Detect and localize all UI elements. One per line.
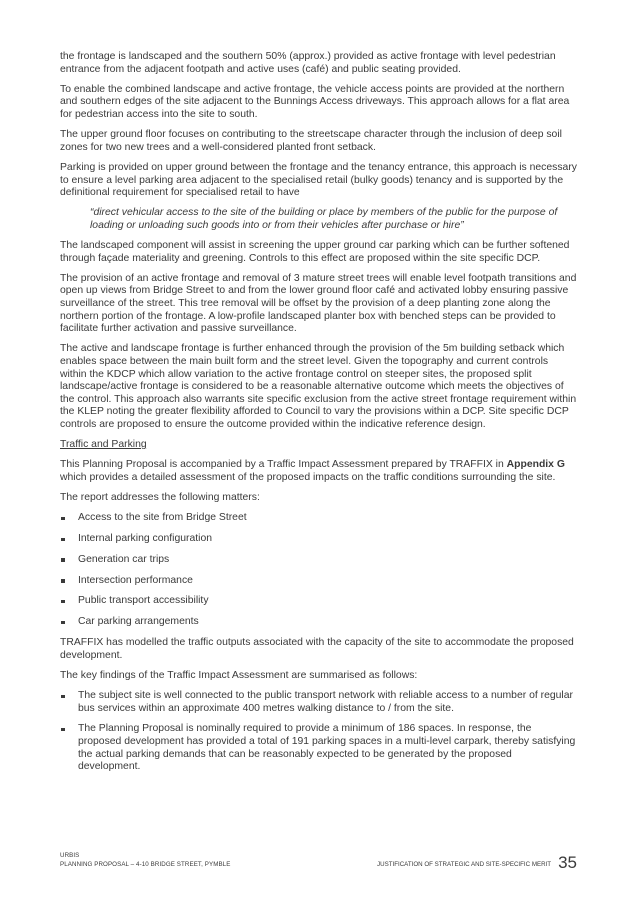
paragraph: The active and landscape frontage is further enhanced through the provision of the 5m building setback which enables space between the main built form and the street level. Given the topography and current controls within the KDCP which allow variation to the active frontage control on steeper sites, the proposed split landscape/active frontage is considered to be a reasonable alternative outcome which meets the objectives of the control. This approach also warrants site specific exclusion from the active street frontage requirement within the KLEP noting the greater flexibility afforded to Council to vary the provisions within a DCP. Site specific DCP controls are proposed to ensure the outcome provided within the indicative reference design. [60, 343, 577, 430]
block-quote: “direct vehicular access to the site of the building or place by members of the public for the purpose of loading or unloading such goods into or from their vehicles after purchase or hire” [90, 207, 558, 231]
page-body [60, 51, 577, 782]
page-number: 35 [558, 853, 577, 872]
paragraph: The key findings of the Traffic Impact Assessment are summarised as follows: [60, 669, 418, 681]
paragraph: To enable the combined landscape and active frontage, the vehicle access points are provided at the northern and southern edges of the site adjacent to the Bunnings Access driveways. This approach allows for a flat area for pedestrian access into the site to south. [60, 83, 570, 120]
paragraph: the frontage is landscaped and the southern 50% (approx.) provided as active frontage with level pedestrian entrance from the adjacent footpath and active uses (café) and public seating provided. [60, 51, 556, 75]
list-item: Internal parking configuration [60, 533, 577, 546]
paragraph: Parking is provided on upper ground between the frontage and the tenancy entrance, this approach is necessary to ensure a level parking area adjacent to the specialised retail (bulky goods) tenancy and is supported by the definitional requirement for specialised retail to have [60, 161, 577, 199]
paragraph: TRAFFIX has modelled the traffic outputs associated with the capacity of the site to accommodate the proposed development. [60, 637, 574, 661]
paragraph: The landscaped component will assist in screening the upper ground car parking which can be further softened through façade materiality and greening. Controls to this effect are proposed within the site specific DCP. [60, 240, 570, 264]
section-heading: Traffic and Parking [60, 439, 147, 451]
intro-text: This Planning Proposal is accompanied by a Traffic Impact Assessment prepared by TRAFFIX in [60, 459, 507, 471]
paragraph: The upper ground floor focuses on contributing to the streetscape character through the inclusion of deep soil zones for two new trees and a well-considered planted front setback. [60, 129, 562, 153]
intro-text-cont: which provides a detailed assessment of the proposed impacts on the traffic conditions surrounding the site. [60, 471, 556, 483]
paragraph [60, 459, 577, 484]
footer-project: PLANNING PROPOSAL – 4-10 BRIDGE STREET, PYMBLE [60, 861, 231, 868]
footer-section-title: JUSTIFICATION OF STRATEGIC AND SITE-SPECIFIC MERIT [377, 861, 552, 868]
footer-left [60, 851, 230, 869]
list-item: The Planning Proposal is nominally required to provide a minimum of 186 spaces. In response, the proposed development has provided a total of 191 parking spaces in a multi-level carpark, thereby satisfying the actual parking demands that can be reasonably expected to be generated by the proposed development. [60, 723, 577, 773]
paragraph: The provision of an active frontage and removal of 3 mature street trees will enable level footpath transitions and open up views from Bridge Street to and from the lower ground floor café and activated lobby ensuring passive surveillance of the street. This tree removal will be offset by the provision of a deep planting zone along the northern portion of the frontage. A low-profile landscaped planter box with benched steps can be provided to facilitate further activation and passive surveillance. [60, 272, 577, 335]
footer-company: URBIS [60, 852, 80, 859]
list-item: Access to the site from Bridge Street [60, 512, 577, 525]
list-item: Public transport accessibility [60, 595, 577, 608]
list-item: The subject site is well connected to the public transport network with reliable access to a number of regular bus services within an approximate 400 metres walking distance to / from the site. [60, 690, 577, 715]
list-item: Generation car trips [60, 554, 577, 567]
footer-right [377, 854, 577, 871]
list-item: Intersection performance [60, 575, 577, 588]
findings-list [60, 690, 577, 774]
appendix-reference: Appendix G [506, 459, 565, 471]
matters-list [60, 512, 577, 629]
list-item: Car parking arrangements [60, 616, 577, 629]
paragraph: The report addresses the following matters: [60, 492, 260, 504]
